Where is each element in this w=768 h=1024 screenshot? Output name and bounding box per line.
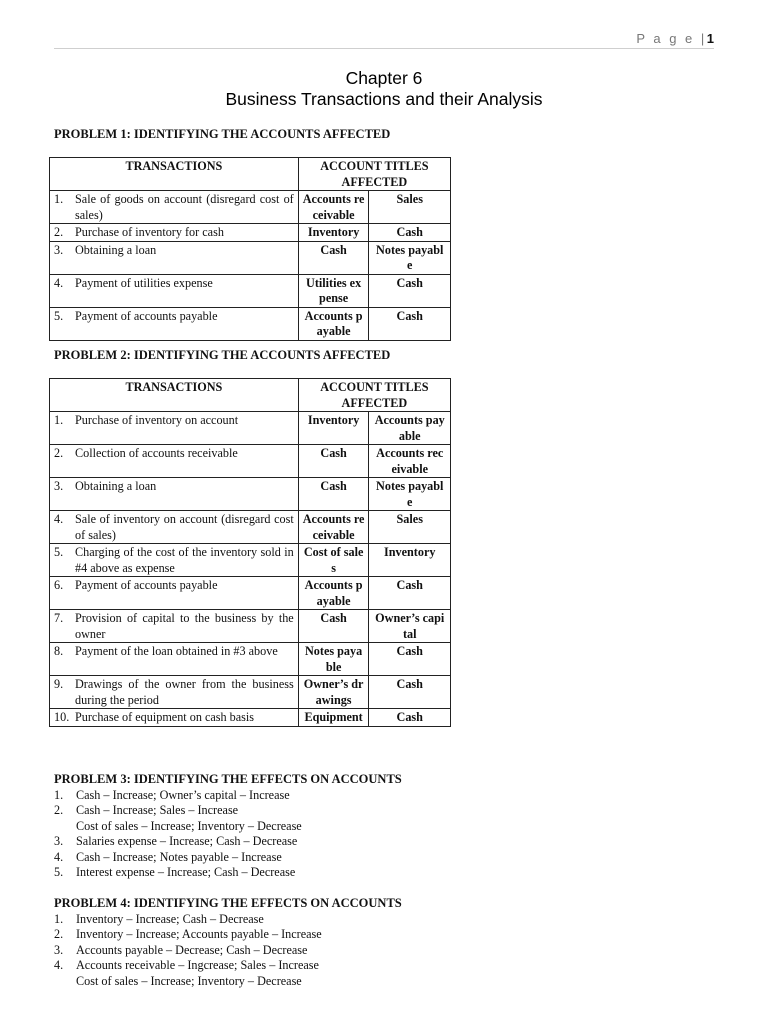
item-text: Cash – Increase; Notes payable – Increase	[76, 849, 282, 864]
transaction-text: Obtaining a loan	[75, 242, 157, 257]
account-title-1: Utilities expense	[298, 274, 369, 307]
row-number: 7.	[54, 611, 64, 625]
transaction-text: Purchase of inventory on account	[75, 413, 239, 427]
account-title-1: Accounts payable	[298, 307, 369, 340]
transaction-cell	[50, 709, 299, 727]
transaction-text: Payment of accounts payable	[75, 308, 218, 323]
list-item	[54, 803, 574, 819]
table-row	[50, 610, 451, 643]
transaction-text: Charging of the cost of the inventory sold in #4 above as expense	[75, 545, 294, 575]
account-title-1: Cash	[298, 445, 369, 478]
transaction-text: Drawings of the owner from the business during the period	[75, 677, 294, 707]
account-title-2: Cash	[369, 676, 451, 709]
list-item	[54, 834, 574, 850]
transaction-cell	[50, 676, 299, 709]
transaction-cell	[50, 274, 299, 307]
table-row	[50, 307, 451, 340]
row-number: 3.	[54, 242, 64, 257]
list-item	[54, 865, 574, 881]
account-title-2: Cash	[369, 577, 451, 610]
transaction-text: Sale of goods on account (disregard cost of sales)	[75, 192, 294, 222]
item-number: 1.	[54, 911, 64, 926]
problem4-section	[54, 896, 574, 989]
table-row	[50, 191, 451, 224]
transaction-cell	[50, 610, 299, 643]
transaction-cell	[50, 511, 299, 544]
account-title-1: Cash	[298, 478, 369, 511]
account-title-2: Inventory	[369, 544, 451, 577]
transaction-cell	[50, 412, 299, 445]
list-item	[54, 912, 574, 928]
item-text: Inventory – Increase; Accounts payable – Increase	[76, 927, 322, 941]
transaction-cell	[50, 445, 299, 478]
problem4-heading: PROBLEM 4: IDENTIFYING THE EFFECTS ON ACCOUNTS	[54, 896, 402, 910]
list-item	[54, 850, 574, 866]
row-number: 4.	[54, 512, 64, 526]
list-item	[54, 788, 574, 804]
row-number: 1.	[54, 192, 64, 206]
table-row	[50, 241, 451, 274]
transaction-text: Provision of capital to the business by the owner	[75, 611, 294, 641]
list-item	[54, 974, 574, 990]
table-row	[50, 445, 451, 478]
account-title-1: Inventory	[298, 412, 369, 445]
page-number: 1	[706, 31, 714, 46]
row-number: 3.	[54, 479, 64, 493]
list-item	[54, 943, 574, 959]
problem3-heading: PROBLEM 3: IDENTIFYING THE EFFECTS ON ACCOUNTS	[54, 772, 402, 786]
item-text: Cash – Increase; Owner’s capital – Increase	[76, 787, 290, 802]
account-title-2: Cash	[369, 643, 451, 676]
problem2-table	[49, 378, 451, 727]
table-row	[50, 274, 451, 307]
item-text: Salaries expense – Increase; Cash – Decrease	[76, 834, 298, 848]
list-item	[54, 819, 574, 835]
item-number: 1.	[54, 787, 64, 802]
account-title-2: Cash	[369, 709, 451, 727]
item-text: Inventory – Increase; Cash – Decrease	[76, 911, 264, 926]
title-block	[0, 68, 768, 110]
row-number: 1.	[54, 413, 64, 427]
account-title-2: Sales	[369, 511, 451, 544]
account-title-1: Notes payable	[298, 643, 369, 676]
transaction-text: Payment of the loan obtained in #3 above	[75, 644, 278, 658]
page-number-header	[636, 31, 714, 46]
item-text: Interest expense – Increase; Cash – Decrease	[76, 865, 296, 879]
account-title-1: Equipment	[298, 709, 369, 727]
transaction-cell	[50, 191, 299, 224]
problem2-rows	[50, 412, 451, 727]
item-number	[54, 974, 76, 990]
account-title-2: Cash	[369, 224, 451, 242]
table-row	[50, 224, 451, 242]
table-row	[50, 709, 451, 727]
item-number	[54, 819, 76, 835]
account-title-2: Accounts receivable	[369, 445, 451, 478]
table-row	[50, 643, 451, 676]
list-item	[54, 927, 574, 943]
account-title-2: Sales	[369, 191, 451, 224]
table-header-row	[50, 158, 451, 191]
transaction-cell	[50, 577, 299, 610]
item-text: Cost of sales – Increase; Inventory – Decrease	[76, 973, 302, 988]
transaction-text: Purchase of equipment on cash basis	[75, 710, 255, 724]
item-number: 2.	[54, 803, 64, 817]
account-title-1: Accounts receivable	[298, 191, 369, 224]
account-title-2: Notes payable	[369, 241, 451, 274]
table-row	[50, 544, 451, 577]
item-number: 3.	[54, 942, 64, 957]
transaction-cell	[50, 241, 299, 274]
account-title-2: Owner’s capital	[369, 610, 451, 643]
transaction-text: Collection of accounts receivable	[75, 446, 238, 460]
item-number: 2.	[54, 927, 64, 941]
transaction-cell	[50, 544, 299, 577]
account-title-2: Cash	[369, 307, 451, 340]
col-header-transactions: TRANSACTIONS	[50, 158, 299, 191]
problem1-table	[49, 157, 451, 341]
table-row	[50, 676, 451, 709]
row-number: 10.	[54, 710, 70, 724]
item-number: 4.	[54, 958, 64, 972]
table-row	[50, 511, 451, 544]
row-number: 6.	[54, 578, 64, 592]
problem2-heading: PROBLEM 2: IDENTIFYING THE ACCOUNTS AFFECTED	[54, 348, 391, 362]
problem1-rows	[50, 191, 451, 341]
transaction-cell	[50, 643, 299, 676]
chapter-title: Chapter 6	[345, 68, 423, 88]
header-divider	[54, 48, 714, 49]
account-title-2: Notes payable	[369, 478, 451, 511]
transaction-cell	[50, 478, 299, 511]
page-label: P a g e |	[636, 31, 707, 46]
problem1-heading: PROBLEM 1: IDENTIFYING THE ACCOUNTS AFFECTED	[54, 127, 391, 141]
item-text: Accounts payable – Decrease; Cash – Decrease	[76, 942, 308, 957]
table-row	[50, 478, 451, 511]
col-header-account-titles: ACCOUNT TITLES AFFECTED	[298, 158, 450, 191]
table-header-row	[50, 379, 451, 412]
item-number: 3.	[54, 834, 64, 848]
account-title-2: Cash	[369, 274, 451, 307]
col-header-transactions: TRANSACTIONS	[50, 379, 299, 412]
row-number: 4.	[54, 275, 64, 290]
item-number: 5.	[54, 865, 64, 879]
account-title-1: Accounts receivable	[298, 511, 369, 544]
account-title-1: Cash	[298, 610, 369, 643]
account-title-1: Cost of sales	[298, 544, 369, 577]
transaction-text: Obtaining a loan	[75, 479, 157, 493]
row-number: 2.	[54, 225, 64, 239]
problem3-section	[54, 772, 574, 881]
account-title-2: Accounts payable	[369, 412, 451, 445]
row-number: 5.	[54, 308, 64, 323]
table-row	[50, 412, 451, 445]
item-number: 4.	[54, 849, 64, 864]
item-text: Accounts receivable – Ingcrease; Sales – Increase	[76, 958, 319, 972]
row-number: 2.	[54, 446, 64, 460]
transaction-text: Payment of accounts payable	[75, 578, 218, 592]
chapter-subtitle: Business Transactions and their Analysis	[225, 89, 543, 109]
list-item	[54, 958, 574, 974]
item-text: Cost of sales – Increase; Inventory – Decrease	[76, 818, 302, 833]
item-text: Cash – Increase; Sales – Increase	[76, 803, 239, 817]
row-number: 5.	[54, 545, 64, 559]
account-title-1: Cash	[298, 241, 369, 274]
account-title-1: Accounts payable	[298, 577, 369, 610]
account-title-1: Inventory	[298, 224, 369, 242]
transaction-cell	[50, 307, 299, 340]
row-number: 8.	[54, 644, 64, 658]
account-title-1: Owner’s drawings	[298, 676, 369, 709]
transaction-text: Sale of inventory on account (disregard cost of sales)	[75, 512, 294, 542]
transaction-cell	[50, 224, 299, 242]
transaction-text: Purchase of inventory for cash	[75, 225, 224, 239]
row-number: 9.	[54, 677, 64, 691]
transaction-text: Payment of utilities expense	[75, 275, 213, 290]
col-header-account-titles: ACCOUNT TITLES AFFECTED	[298, 379, 450, 412]
table-row	[50, 577, 451, 610]
